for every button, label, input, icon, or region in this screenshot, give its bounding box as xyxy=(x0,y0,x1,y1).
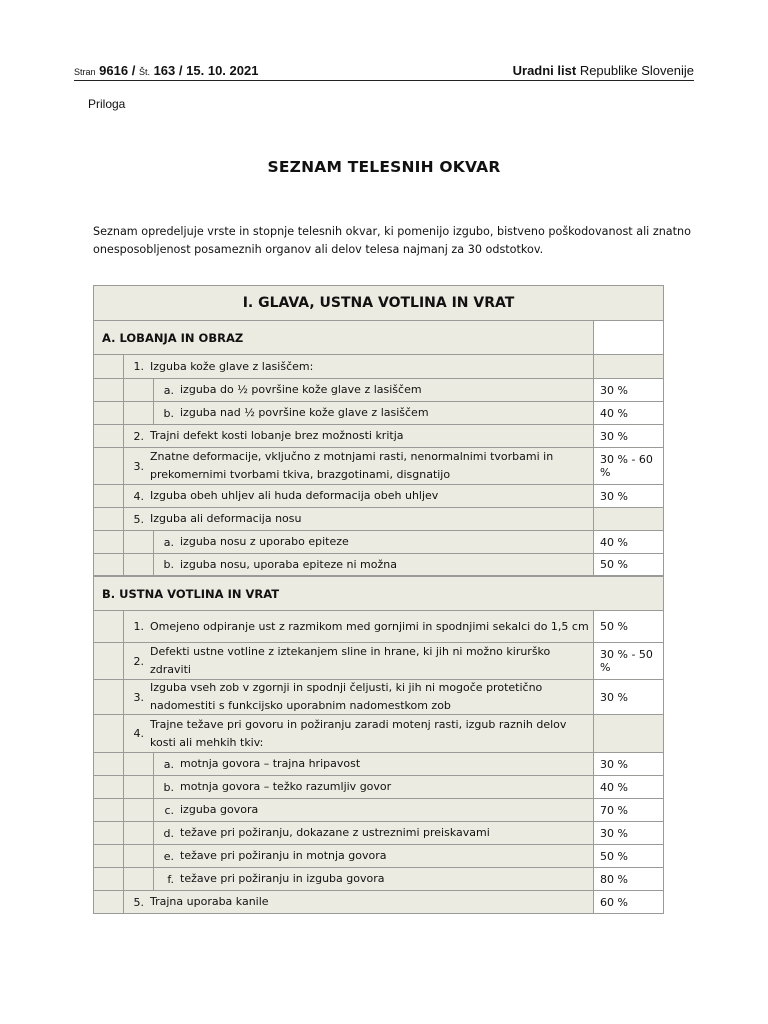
item-number: c. xyxy=(164,803,174,817)
percentage-value: 40 % xyxy=(593,531,663,553)
item-number: 4. xyxy=(133,489,144,503)
item-description: izguba govora xyxy=(180,803,259,816)
indent-cell xyxy=(124,799,154,821)
indent-cell xyxy=(124,753,154,775)
percentage-value: 40 % xyxy=(593,776,663,798)
item-number: f. xyxy=(167,872,174,886)
page-header xyxy=(74,60,694,81)
item-number: e. xyxy=(163,849,174,863)
table-row xyxy=(93,424,664,447)
indent-cell xyxy=(94,776,124,798)
item-description: Izguba obeh uhljev ali huda deformacija obeh uhljev xyxy=(150,489,439,502)
document-title: SEZNAM TELESNIH OKVAR xyxy=(267,158,501,176)
annex-label: Priloga xyxy=(88,97,126,111)
item-number: 1. xyxy=(133,360,144,373)
indent-cell xyxy=(94,715,124,752)
indent-cell xyxy=(94,402,124,424)
gazette-name xyxy=(513,63,694,78)
item-number: 2. xyxy=(133,429,144,443)
table-row xyxy=(93,610,664,642)
item-description: izguba nosu z uporabo epiteze xyxy=(180,535,349,548)
gazette-name-bold: Uradni list xyxy=(512,63,577,78)
percentage-value: 30 % xyxy=(593,425,663,447)
table-row xyxy=(93,507,664,530)
item-description: motnja govora – težko razumljiv govor xyxy=(180,780,392,793)
item-description: težave pri požiranju in izguba govora xyxy=(180,872,385,885)
subsection-heading-a xyxy=(93,320,664,354)
indent-cell xyxy=(124,554,154,575)
indent-cell xyxy=(94,448,124,484)
issue-number: 163 xyxy=(153,63,176,78)
indent-cell xyxy=(94,643,124,679)
item-description: izguba nad ½ površine kože glave z lasiščem xyxy=(180,406,429,419)
percentage-value: 50 % xyxy=(593,845,663,867)
indent-cell xyxy=(94,680,124,714)
percentage-value xyxy=(593,508,663,530)
item-number: d. xyxy=(163,826,174,840)
intro-paragraph: Seznam opredeljuje vrste in stopnje telesnih okvar, ki pomenijo izgubo, bistveno poškodovanost ali znatno onesposobljenost posameznih organov ali delov telesa najmanj za 30 odstotkov. xyxy=(93,225,691,256)
subsection-label: A. LOBANJA IN OBRAZ xyxy=(102,330,244,345)
value-cell xyxy=(593,577,663,610)
separator: / xyxy=(131,63,136,78)
table-row xyxy=(93,679,664,714)
indent-cell xyxy=(124,531,154,553)
indent-cell xyxy=(94,355,124,378)
separator: / xyxy=(178,63,183,78)
gazette-name-rest: Republike Slovenije xyxy=(576,63,694,78)
table-row xyxy=(93,354,664,378)
item-number: 3. xyxy=(133,459,144,473)
item-number: a. xyxy=(163,535,174,549)
indent-cell xyxy=(124,379,154,401)
item-number: a. xyxy=(163,383,174,397)
percentage-value: 80 % xyxy=(593,868,663,890)
percentage-value: 40 % xyxy=(593,402,663,424)
indent-cell xyxy=(94,753,124,775)
value-cell xyxy=(593,321,663,354)
indent-cell xyxy=(124,822,154,844)
table-subrow xyxy=(93,401,664,424)
table-row xyxy=(93,642,664,679)
item-number: b. xyxy=(163,558,174,571)
section-heading: I. GLAVA, USTNA VOTLINA IN VRAT xyxy=(93,285,664,320)
item-description: Trajne težave pri govoru in požiranju zaradi motenj rasti, izgub raznih delov kosti ali mehkih tkiv: xyxy=(150,717,567,749)
page-prefix: Stran xyxy=(74,67,96,77)
item-description: izguba nosu, uporaba epiteze ni možna xyxy=(180,557,397,571)
table-subrow xyxy=(93,775,664,798)
page-number: 9616 xyxy=(99,63,129,78)
indent-cell xyxy=(94,822,124,844)
indent-cell xyxy=(94,868,124,890)
percentage-value: 30 % xyxy=(593,379,663,401)
rows-a xyxy=(93,354,664,576)
subsection-label: B. USTNA VOTLINA IN VRAT xyxy=(102,586,280,601)
table-subrow xyxy=(93,553,664,576)
percentage-value: 30 % xyxy=(593,822,663,844)
percentage-value: 60 % xyxy=(593,891,663,913)
table-subrow xyxy=(93,844,664,867)
table-subrow xyxy=(93,530,664,553)
issue-date: 15. 10. 2021 xyxy=(186,63,259,78)
table-row xyxy=(93,890,664,914)
indent-cell xyxy=(124,868,154,890)
percentage-value: 50 % xyxy=(593,611,663,642)
indent-cell xyxy=(94,508,124,530)
table-subrow xyxy=(93,821,664,844)
item-number: b. xyxy=(163,780,174,794)
table-row xyxy=(93,714,664,752)
indent-cell xyxy=(124,402,154,424)
percentage-value: 30 % - 50 % xyxy=(593,643,663,679)
item-description: Trajna uporaba kanile xyxy=(150,895,269,908)
indent-cell xyxy=(94,531,124,553)
item-number: a. xyxy=(163,757,174,771)
percentage-value: 30 % xyxy=(593,680,663,714)
item-description: izguba do ½ površine kože glave z lasiščem xyxy=(180,383,422,396)
percentage-value: 30 % xyxy=(593,753,663,775)
percentage-value xyxy=(593,355,663,378)
item-number: b. xyxy=(163,406,174,420)
percentage-value: 50 % xyxy=(593,554,663,575)
disability-table xyxy=(93,285,664,914)
indent-cell xyxy=(124,776,154,798)
indent-cell xyxy=(94,611,124,642)
table-subrow xyxy=(93,867,664,890)
table-subrow xyxy=(93,378,664,401)
table-row xyxy=(93,484,664,507)
table-subrow xyxy=(93,798,664,821)
item-number: 3. xyxy=(133,690,144,704)
item-number: 5. xyxy=(133,895,144,909)
indent-cell xyxy=(124,845,154,867)
indent-cell xyxy=(94,799,124,821)
item-number: 5. xyxy=(133,512,144,526)
item-number: 1. xyxy=(133,620,144,633)
item-description: Znatne deformacije, vključno z motnjami rasti, nenormalnimi tvorbami in prekomernimi tvorbami tkiva, brazgotinami, disgnatijo xyxy=(150,450,554,481)
item-description: Izguba kože glave z lasiščem: xyxy=(150,359,314,373)
indent-cell xyxy=(94,379,124,401)
item-description: motnja govora – trajna hripavost xyxy=(180,757,361,770)
item-description: težave pri požiranju, dokazane z ustreznimi preiskavami xyxy=(180,826,490,839)
item-number: 4. xyxy=(133,727,144,740)
item-description: Izguba vseh zob v zgornji in spodnji čeljusti, ki jih ni mogoče protetično nadomestiti s funkcijsko uporabnim nadomestkom zob xyxy=(150,681,543,712)
item-description: težave pri požiranju in motnja govora xyxy=(180,849,387,862)
indent-cell xyxy=(94,425,124,447)
table-row xyxy=(93,447,664,484)
item-number: 2. xyxy=(133,654,144,668)
indent-cell xyxy=(94,485,124,507)
item-description: Defekti ustne votline z iztekanjem sline in hrane, ki jih ni možno kirurško zdraviti xyxy=(150,645,551,676)
table-subrow xyxy=(93,752,664,775)
percentage-value: 70 % xyxy=(593,799,663,821)
subsection-heading-b xyxy=(93,576,664,610)
percentage-value: 30 % - 60 % xyxy=(593,448,663,484)
indent-cell xyxy=(94,891,124,913)
item-description: Omejeno odpiranje ust z razmikom med gornjimi in spodnjimi sekalci do 1,5 cm xyxy=(150,619,589,633)
indent-cell xyxy=(94,845,124,867)
indent-cell xyxy=(94,554,124,575)
percentage-value xyxy=(593,715,663,752)
page-issue-info xyxy=(74,63,258,78)
issue-prefix: Št. xyxy=(138,67,150,77)
item-description: Izguba ali deformacija nosu xyxy=(150,512,302,525)
rows-b xyxy=(93,610,664,914)
percentage-value: 30 % xyxy=(593,485,663,507)
item-description: Trajni defekt kosti lobanje brez možnosti kritja xyxy=(150,429,404,442)
